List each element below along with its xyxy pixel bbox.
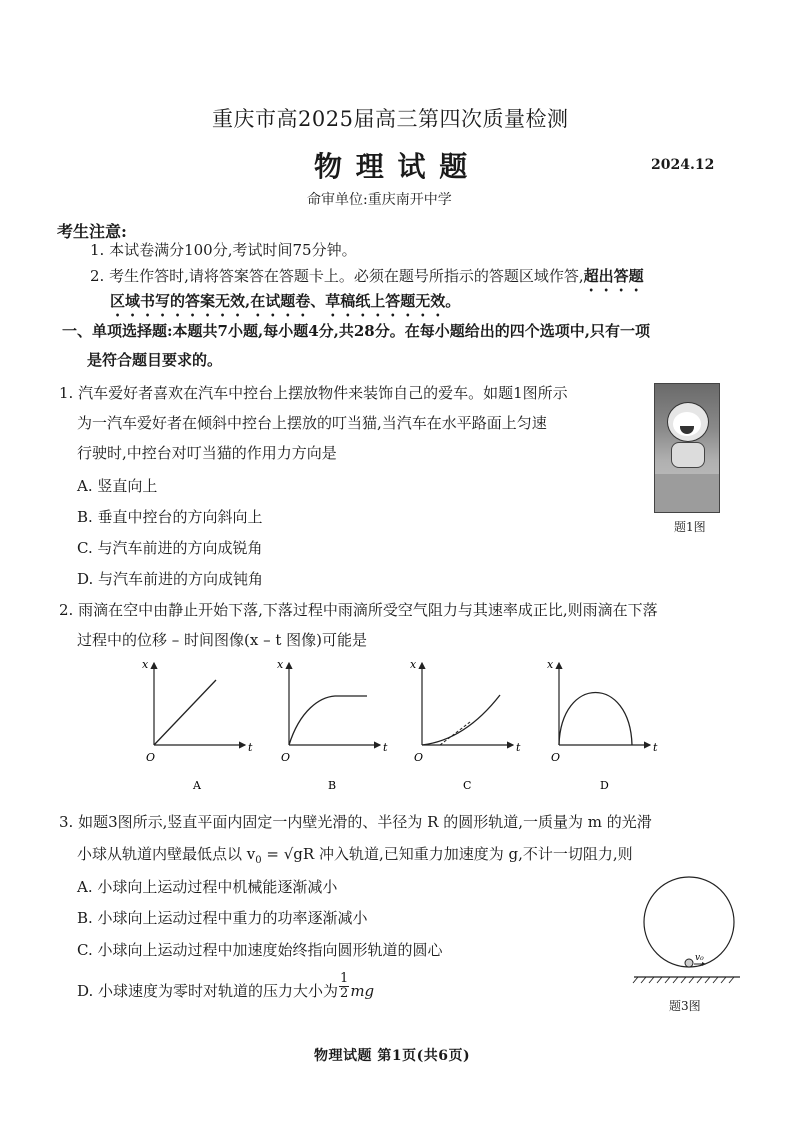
ball	[685, 959, 693, 967]
q3-line2	[77, 847, 633, 866]
q1-option-a: A. 竖直向上	[77, 477, 158, 495]
page-footer: 物理试题 第1页(共6页)	[314, 1048, 471, 1064]
q1-line1: 1. 汽车爱好者喜欢在汽车中控台上摆放物件来装饰自己的爱车。如题1图所示	[59, 384, 568, 402]
q3-figure	[628, 876, 740, 994]
notice-item-2-line1	[90, 267, 644, 295]
graph-d-label: D	[600, 779, 609, 792]
graph-c-t-axis: t	[516, 741, 521, 754]
q1-line3: 行驶时,中控台对叮当猫的作用力方向是	[77, 444, 337, 462]
notice-period: 。	[445, 292, 461, 310]
q2-line2: 过程中的位移 – 时间图像(x – t 图像)可能是	[77, 631, 368, 649]
q1-fig-caption: 题1图	[674, 520, 706, 534]
graph-b-origin: O	[281, 751, 291, 764]
q3-frac-num: 1	[340, 971, 349, 986]
section-heading-line1: 一、单项选择题:本题共7小题,每小题4分,共28分。在每小题给出的四个选项中,只有一项	[62, 322, 650, 340]
graph-b	[277, 658, 388, 792]
q3-line1: 3. 如题3图所示,竖直平面内固定一内壁光滑的、半径为 R 的圆形轨道,一质量为 m 的光滑	[59, 813, 652, 831]
graph-a-label: A	[193, 779, 201, 792]
notice-item-2-plain: 2. 考生作答时,请将答案答在答题卡上。必须在题号所指示的答题区域作答,	[90, 267, 584, 285]
q3-option-d	[77, 972, 374, 1004]
doraemon-photo	[654, 383, 720, 513]
graph-b-label: B	[328, 779, 337, 792]
q3-line2-b: = √gR 冲入轨道,已知重力加速度为 g,不计一切阻力,则	[261, 845, 633, 863]
q1-option-b: B. 垂直中控台的方向斜向上	[77, 508, 263, 526]
graph-c-x-axis: x	[410, 658, 417, 671]
q1-option-c: C. 与汽车前进的方向成锐角	[77, 539, 263, 557]
graph-a-t-axis: t	[248, 741, 253, 754]
graph-c	[410, 658, 521, 792]
graph-d	[547, 658, 658, 792]
q3-option-d-mg: mg	[350, 982, 375, 1000]
q1-line2: 为一汽车爱好者在倾斜中控台上摆放的叮当猫,当汽车在水平路面上匀速	[77, 414, 547, 432]
q3-option-b: B. 小球向上运动过程中重力的功率逐渐减小	[77, 909, 368, 927]
section-heading-line2: 是符合题目要求的。	[87, 351, 223, 369]
notice-emph-1: 区域书写的答案无效	[110, 292, 246, 310]
notice-item-1: 1. 本试卷满分100分,考试时间75分钟。	[90, 241, 357, 259]
exam-date: 2024.12	[651, 157, 715, 173]
q3-frac-den: 2	[340, 986, 349, 1001]
graph-d-t-axis: t	[653, 741, 658, 754]
notice-emph-2: 在试题卷、草稿纸上答题无效	[250, 292, 446, 310]
q2-line1: 2. 雨滴在空中由静止开始下落,下落过程中雨滴所受空气阻力与其速率成正比,则雨滴在下落	[59, 601, 658, 619]
q3-option-d-text: D. 小球速度为零时对轨道的压力大小为	[77, 982, 339, 1000]
subject-title: 物 理 试 题	[314, 150, 470, 183]
graph-a-x-axis: x	[142, 658, 149, 671]
q3-option-a: A. 小球向上运动过程中机械能逐渐减小	[77, 878, 338, 896]
q3-fig-v0: v₀	[695, 953, 704, 963]
notice-comma: ,	[245, 292, 251, 310]
q1-option-d: D. 与汽车前进的方向成钝角	[77, 570, 264, 588]
graph-d-x-axis: x	[547, 658, 554, 671]
notice-item-2-emph: 超出答题	[583, 267, 644, 285]
graph-a	[142, 658, 253, 792]
graph-a-origin: O	[146, 751, 156, 764]
setter-line: 命审单位:重庆南开中学	[307, 192, 452, 208]
graph-b-t-axis: t	[383, 741, 388, 754]
exam-title: 重庆市高2025届高三第四次质量检测	[212, 107, 569, 131]
graph-c-origin: O	[414, 751, 424, 764]
notice-heading: 考生注意:	[57, 222, 127, 241]
q3-line2-a: 小球从轨道内壁最低点以 v	[77, 845, 256, 863]
q3-option-c: C. 小球向上运动过程中加速度始终指向圆形轨道的圆心	[77, 941, 443, 959]
q3-line2-sub: 0	[255, 855, 262, 866]
q2-graphs	[130, 655, 670, 795]
notice-item-2-line2	[110, 292, 460, 320]
q3-option-d-fraction	[339, 972, 349, 1001]
graph-d-origin: O	[551, 751, 561, 764]
graph-c-label: C	[463, 779, 472, 792]
q3-fig-caption: 题3图	[669, 999, 701, 1013]
graph-b-x-axis: x	[277, 658, 284, 671]
